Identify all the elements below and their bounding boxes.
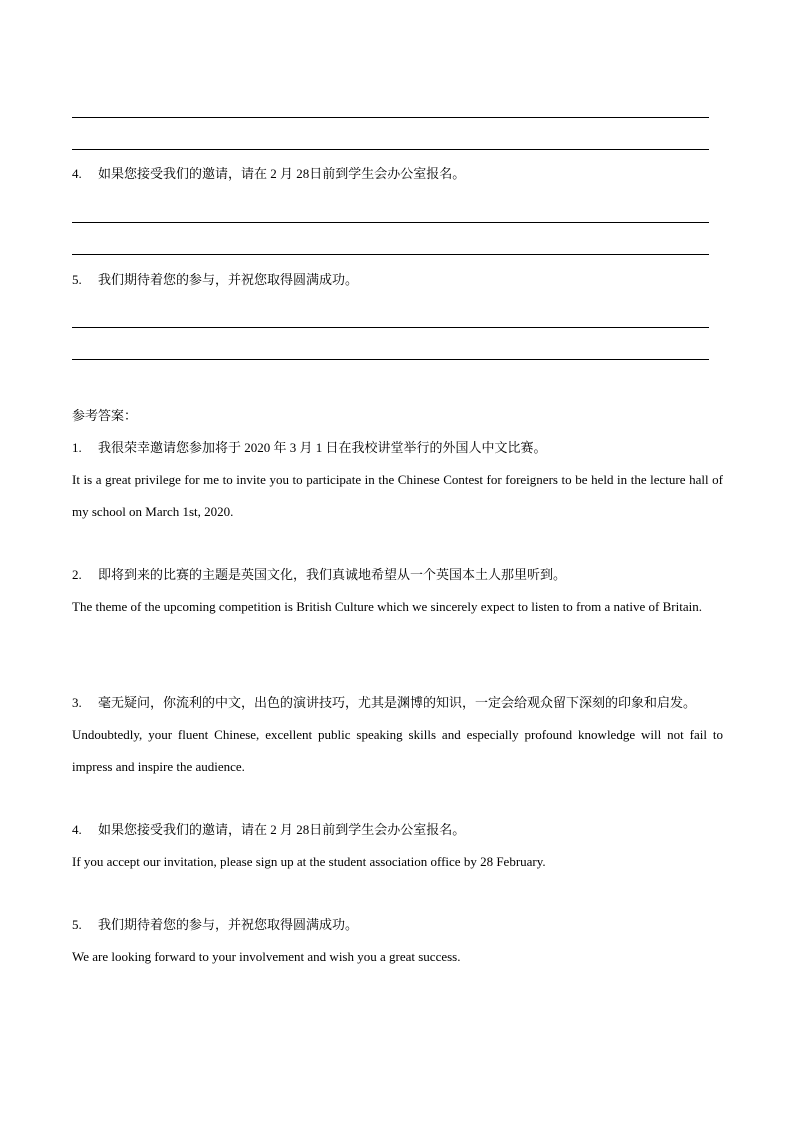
answer-5-english: We are looking forward to your involvement and wish you a great success.	[72, 949, 461, 964]
answer-blank-line	[72, 327, 709, 328]
answer-chinese-text: 我们期待着您的参与，并祝您取得圆满成功。	[98, 917, 359, 932]
answer-blank-line	[72, 254, 709, 255]
answer-2-english: The theme of the upcoming competition is British Culture which we sincerely expect to listen to from a native of Britain.	[72, 599, 702, 614]
answer-1-chinese	[72, 440, 547, 456]
item-number: 4.	[72, 822, 82, 837]
exercise-item-5	[72, 272, 358, 288]
item-text: 如果您接受我们的邀请，请在 2 月 28日前到学生会办公室报名。	[98, 166, 466, 181]
exercise-item-4	[72, 166, 465, 182]
answer-3-chinese	[72, 695, 696, 711]
answer-4-english: If you accept our invitation, please sign up at the student association office by 28 February.	[72, 854, 546, 869]
item-number: 1.	[72, 440, 82, 455]
answers-heading: 参考答案：	[72, 408, 138, 423]
item-number: 4.	[72, 166, 82, 181]
item-number: 3.	[72, 695, 82, 710]
answer-1-english: It is a great privilege for me to invite you to participate in the Chinese Contest for foreigners to be held in the lecture hall of my school on March 1st, 2020.	[72, 472, 723, 519]
item-number: 2.	[72, 567, 82, 582]
item-text: 我们期待着您的参与，并祝您取得圆满成功。	[98, 272, 359, 287]
answer-2-chinese	[72, 567, 566, 583]
answer-chinese-text: 毫无疑问，你流利的中文，出色的演讲技巧，尤其是渊博的知识，一定会给观众留下深刻的印象和启发。	[98, 695, 697, 710]
item-number: 5.	[72, 917, 82, 932]
answer-blank-line	[72, 359, 709, 360]
answer-4-chinese	[72, 822, 465, 838]
answer-blank-line	[72, 149, 709, 150]
answer-chinese-text: 如果您接受我们的邀请，请在 2 月 28日前到学生会办公室报名。	[98, 822, 466, 837]
answer-3-english: Undoubtedly, your fluent Chinese, excellent public speaking skills and especially profound knowledge will not fail to impress and inspire the audience.	[72, 727, 723, 774]
answer-chinese-text: 即将到来的比赛的主题是英国文化，我们真诚地希望从一个英国本土人那里听到。	[98, 567, 567, 582]
item-number: 5.	[72, 272, 82, 287]
answer-5-chinese	[72, 917, 358, 933]
answer-chinese-text: 我很荣幸邀请您参加将于 2020 年 3 月 1 日在我校讲堂举行的外国人中文比赛。	[98, 440, 547, 455]
answer-blank-line	[72, 222, 709, 223]
answer-blank-line	[72, 117, 709, 118]
